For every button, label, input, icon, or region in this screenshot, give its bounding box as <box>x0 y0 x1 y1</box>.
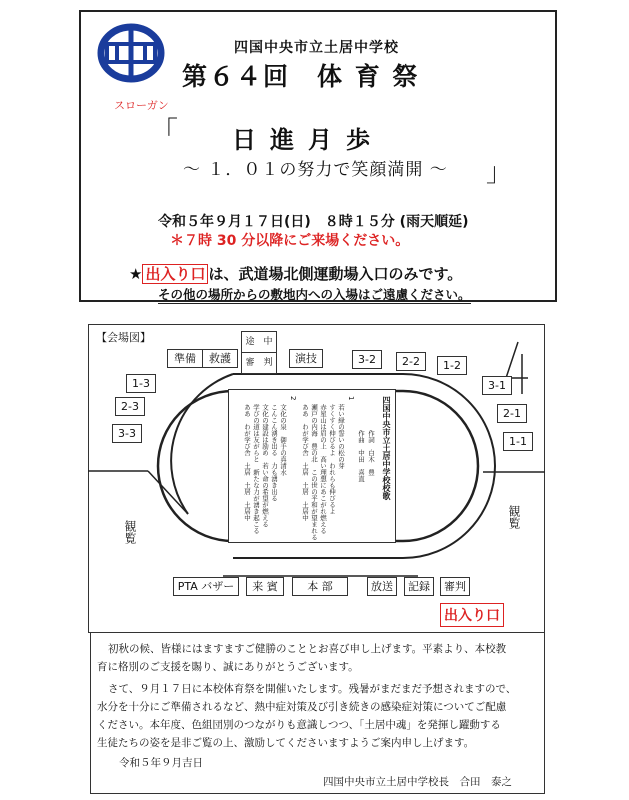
verse1-line: すくすく伸びるよ われらも伸びるよ <box>328 404 336 515</box>
class-3-1: 3-1 <box>482 376 512 395</box>
letter-line: 水分を十分にご準備されるなど、熱中症対策及び引き続きの感染症対策についてご配慮 <box>97 701 507 713</box>
song-title: 四国中央市立土居中学校校歌 <box>382 396 391 500</box>
spectator-area-right: 観覧 <box>507 505 521 529</box>
letter-line: さて、９月１７日に本校体育祭を開催いたします。残暑がまだまだ予想されますので、 <box>108 683 517 695</box>
greeting-letter <box>90 632 545 794</box>
class-1-3: 1-3 <box>126 374 156 393</box>
spectator-area-left: 観覧 <box>123 520 137 544</box>
event-title: 第６４回 体 育 祭 <box>182 62 420 91</box>
verse2-line: ああ わが学び舎 土居 土居 土居中 <box>243 404 251 521</box>
letter-date: 令和５年９月吉日 <box>119 757 203 769</box>
school-song-box <box>228 389 396 543</box>
slogan-label: スローガン <box>114 99 169 112</box>
verse2-line: 文化の泉 御手の真清水 <box>279 404 287 476</box>
class-3-3: 3-3 <box>112 424 142 443</box>
booth-honbu: 本 部 <box>292 577 348 596</box>
booth-shinpan-top: 審 判 <box>241 352 277 374</box>
verse1-line: ああ わが学び舎 土居 土居 土居中 <box>301 404 309 521</box>
booth-hoso: 放送 <box>367 577 397 596</box>
verse1-line: 瀬戸の内海 豊の北 この世の平和が望まれる <box>310 404 318 541</box>
letter-line: 生徒たちの姿を是非ご覧の上、激励してくださいますようご案内申し上げます。 <box>97 737 475 749</box>
verse-number-1: 1 <box>347 396 355 401</box>
booth-junbi: 準備 <box>167 349 203 368</box>
quote-open: 「 <box>150 115 179 148</box>
verse1-line: 若い緑の誓いの松の芽 <box>337 404 345 469</box>
map-exit-label: 出入り口 <box>440 603 504 627</box>
letter-line: 育に格別のご支援を賜り、誠にありがとうございます。 <box>97 661 359 673</box>
class-2-1: 2-1 <box>497 404 527 423</box>
class-1-2: 1-2 <box>437 356 467 375</box>
song-lyricist: 作詞 白木 豊 <box>367 430 375 476</box>
letter-line: 初秋の候、皆様にはますますご健勝のこととお喜び申し上げます。平素より、本校教 <box>108 643 507 655</box>
class-2-3: 2-3 <box>115 397 145 416</box>
slogan-main: 日進月歩 <box>232 126 384 154</box>
letter-line: ください。本年度、色組団別のつながりも意識しつつ、「土居中魂」を発揮し躍動する <box>97 719 501 731</box>
booth-ensho: 演技 <box>289 349 323 368</box>
entry-text: は、武道場北側運動場入口のみです。 <box>208 265 463 283</box>
booth-kiroku: 記録 <box>404 577 434 596</box>
song-composer: 作曲 中田 喜直 <box>357 430 365 482</box>
quote-close: 」 <box>486 158 513 188</box>
school-emblem-logo <box>97 22 165 84</box>
verse2-line: 文化の建設は励め 若い命の希望が燃える <box>261 404 269 528</box>
booth-pta-bazaar: PTA バザー <box>173 577 239 596</box>
arrival-note: ＊７時 30 分以降にご来場ください。 <box>170 233 410 249</box>
verse1-line: 赤星山は眉の上 高い理想にあこがれ燃える <box>319 404 327 534</box>
verse2-line: こんこん湧き出る 力も湧き出る <box>270 404 278 502</box>
map-label: 【会場図】 <box>96 331 151 344</box>
slogan-sub: ～ １．０１の努力で笑顔満開 ～ <box>183 160 448 180</box>
class-3-2: 3-2 <box>352 350 382 369</box>
booth-shinpan: 審判 <box>440 577 470 596</box>
class-2-2: 2-2 <box>396 352 426 371</box>
verse2-line: 学びの道は友がらと 新たな力が湧き起こる <box>252 404 260 534</box>
booth-tochu: 途 中 <box>241 331 277 353</box>
booth-kyugo: 救護 <box>202 349 238 368</box>
booth-raihin: 来 賓 <box>246 577 284 596</box>
entry-label: 出入り口 <box>142 264 208 284</box>
star-icon: ★ <box>129 265 143 283</box>
event-date-time: 令和５年９月１７日(日) ８時１５分 (雨天順延) <box>158 214 469 230</box>
verse-number-2: 2 <box>289 396 297 401</box>
letter-signature: 四国中央市立土居中学校長 合田 泰之 <box>323 776 512 788</box>
class-1-1: 1-1 <box>503 432 533 451</box>
entry-restriction-notice: その他の場所からの敷地内への入場はご遠慮ください。 <box>158 287 471 302</box>
school-name: 四国中央市立土居中学校 <box>234 40 399 56</box>
entry-notice <box>129 263 462 284</box>
